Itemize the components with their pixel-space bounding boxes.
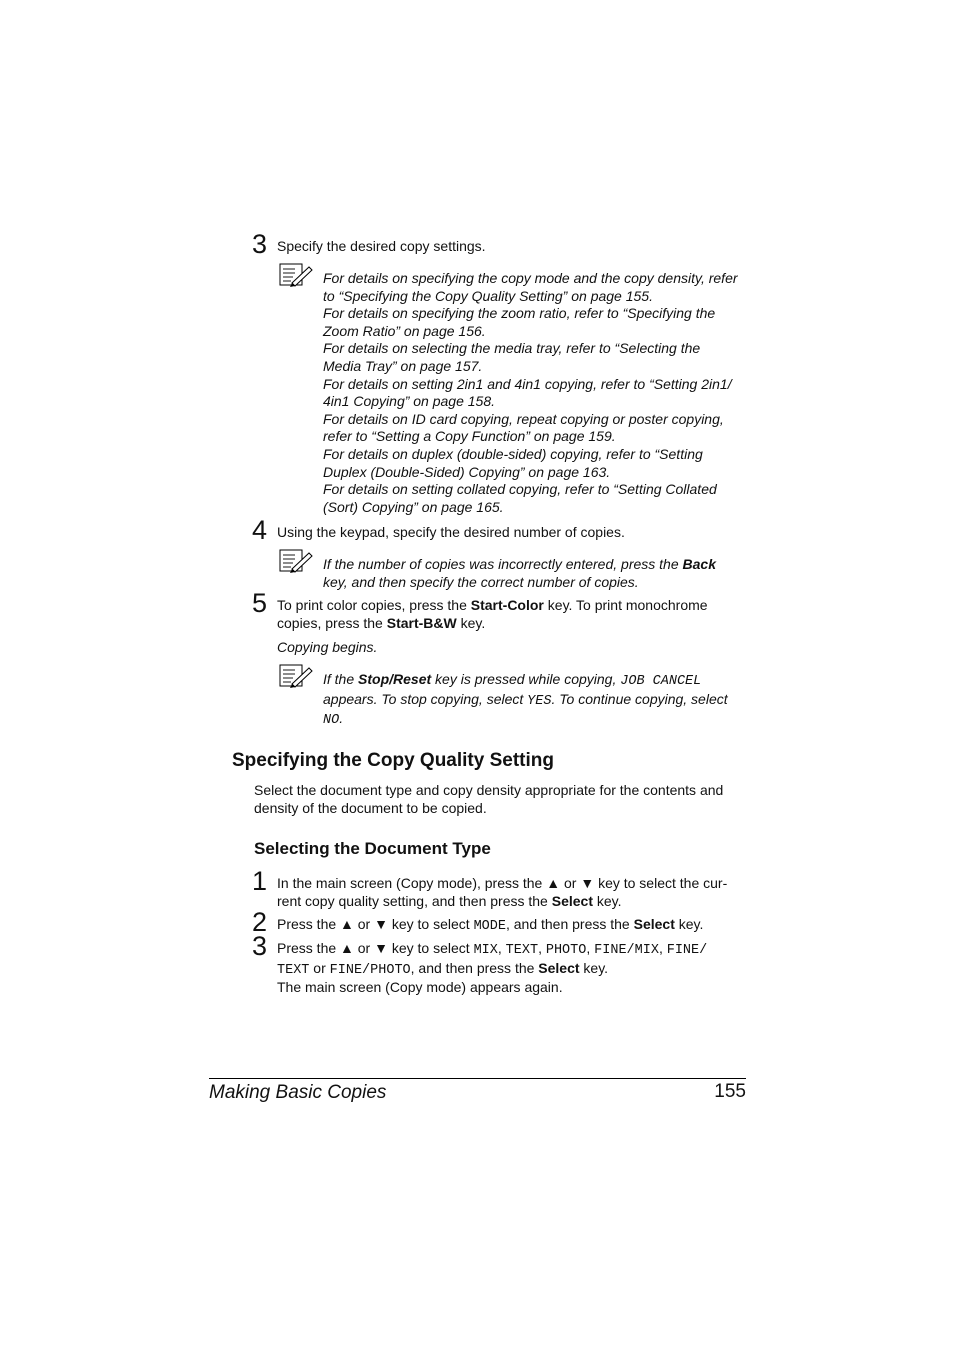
display-message: FINE/MIX (594, 943, 659, 958)
note-line: 4in1 Copying” on page 158. (323, 393, 496, 410)
note-line: For details on specifying the zoom ratio, refer to “Specifying the (323, 305, 716, 322)
text: density of the document to be copied. (254, 799, 487, 816)
note-block (323, 556, 753, 591)
key-name: Select (633, 916, 675, 932)
text: appears. To stop copying, select (323, 690, 528, 707)
key-name: Select (538, 959, 580, 976)
step-number: 2 (252, 907, 268, 937)
text: Press the ▲ or ▼ key to select (277, 940, 474, 956)
text: , (658, 940, 667, 956)
text: Select the document type and copy density appropriate for the contents and (254, 782, 724, 798)
step-text (277, 916, 747, 936)
note-icon (279, 263, 313, 289)
note-line: key, and then specify the correct number of copies. (323, 573, 639, 590)
text: , and then press the (410, 959, 539, 976)
step-number: 5 (252, 588, 268, 618)
step-number: 3 (252, 229, 268, 259)
note-line: Media Tray” on page 157. (323, 357, 483, 374)
text: The main screen (Copy mode) appears again. (277, 979, 563, 996)
key-name: Select (551, 892, 593, 909)
display-message: MIX (473, 943, 498, 958)
note-line: to “Specifying the Copy Quality Setting” on page 155. (323, 287, 653, 304)
key-name: Back (682, 556, 716, 572)
display-message: MODE (473, 919, 506, 934)
text: key. To print monochrome (543, 597, 708, 613)
note-line: For details on ID card copying, repeat copying or poster copying, (323, 410, 724, 427)
note-icon (279, 549, 313, 575)
text: rent copy quality setting, and then press the (277, 892, 552, 909)
note-line: Duplex (Double-Sided) Copying” on page 163. (323, 463, 611, 480)
step-text (277, 940, 757, 997)
display-message: TEXT (277, 962, 310, 978)
step-text: Specify the desired copy settings. (277, 238, 486, 254)
note-line (323, 691, 753, 711)
step-number: 1 (252, 866, 268, 896)
step-number: 4 (252, 515, 268, 545)
text: key. (579, 959, 609, 976)
note-line: (Sort) Copying” on page 165. (323, 498, 504, 515)
note-block (323, 671, 753, 730)
note-icon (279, 664, 313, 690)
text: . To continue copying, select (551, 690, 728, 707)
text: key. (592, 892, 622, 909)
step-number: 3 (252, 931, 268, 961)
step-text (277, 597, 747, 632)
text: key is pressed while copying, (431, 671, 621, 687)
note-line: For details on setting 2in1 and 4in1 copying, refer to “Setting 2in1/ (323, 375, 732, 392)
note-line (323, 671, 753, 691)
text: key. (456, 614, 486, 631)
step-text (277, 875, 747, 910)
display-message: JOB CANCEL (620, 674, 702, 689)
section-intro (254, 782, 754, 817)
note-line: For details on duplex (double-sided) copying, refer to “Setting (323, 445, 703, 462)
note-line (323, 556, 753, 574)
note-block (323, 270, 753, 516)
text: , (586, 940, 595, 956)
text: Press the ▲ or ▼ key to select (277, 916, 474, 932)
text: , (538, 940, 546, 956)
display-message: YES (527, 693, 552, 709)
note-line: For details on setting collated copying, refer to “Setting Collated (323, 481, 717, 498)
key-name: Start-Color (470, 597, 544, 613)
text: If the (323, 671, 359, 687)
subsection-title: Selecting the Document Type (254, 839, 491, 858)
display-message: FINE/ (666, 943, 708, 958)
footer-title: Making Basic Copies (209, 1082, 387, 1103)
footer-rule (209, 1078, 746, 1079)
step-text: Using the keypad, specify the desired number of copies. (277, 524, 625, 540)
note-line: For details on specifying the copy mode and the copy density, refer (323, 270, 738, 286)
display-message: NO (323, 713, 340, 729)
text: copies, press the (277, 614, 387, 631)
display-message: FINE/PHOTO (329, 962, 411, 978)
note-line (323, 710, 753, 730)
text: To print color copies, press the (277, 597, 471, 613)
key-name: Stop/Reset (358, 671, 432, 687)
text: or (309, 959, 330, 976)
text: , (497, 940, 506, 956)
display-message: PHOTO (545, 943, 587, 958)
text: , and then press the (505, 916, 634, 932)
step-result: Copying begins. (277, 639, 378, 655)
section-title: Specifying the Copy Quality Setting (232, 750, 554, 771)
note-line: refer to “Setting a Copy Function” on page 159. (323, 428, 616, 445)
text: In the main screen (Copy mode), press the ▲ or ▼ key to select the cur- (277, 875, 728, 891)
page-number: 155 (714, 1081, 746, 1102)
key-name: Start-B&W (386, 614, 457, 631)
display-message: TEXT (505, 943, 539, 958)
note-text: If the number of copies was incorrectly entered, press the (323, 556, 683, 572)
note-line: For details on selecting the media tray, refer to “Selecting the (323, 340, 701, 357)
text: . (339, 710, 344, 727)
note-line: Zoom Ratio” on page 156. (323, 322, 486, 339)
text: key. (674, 916, 704, 932)
